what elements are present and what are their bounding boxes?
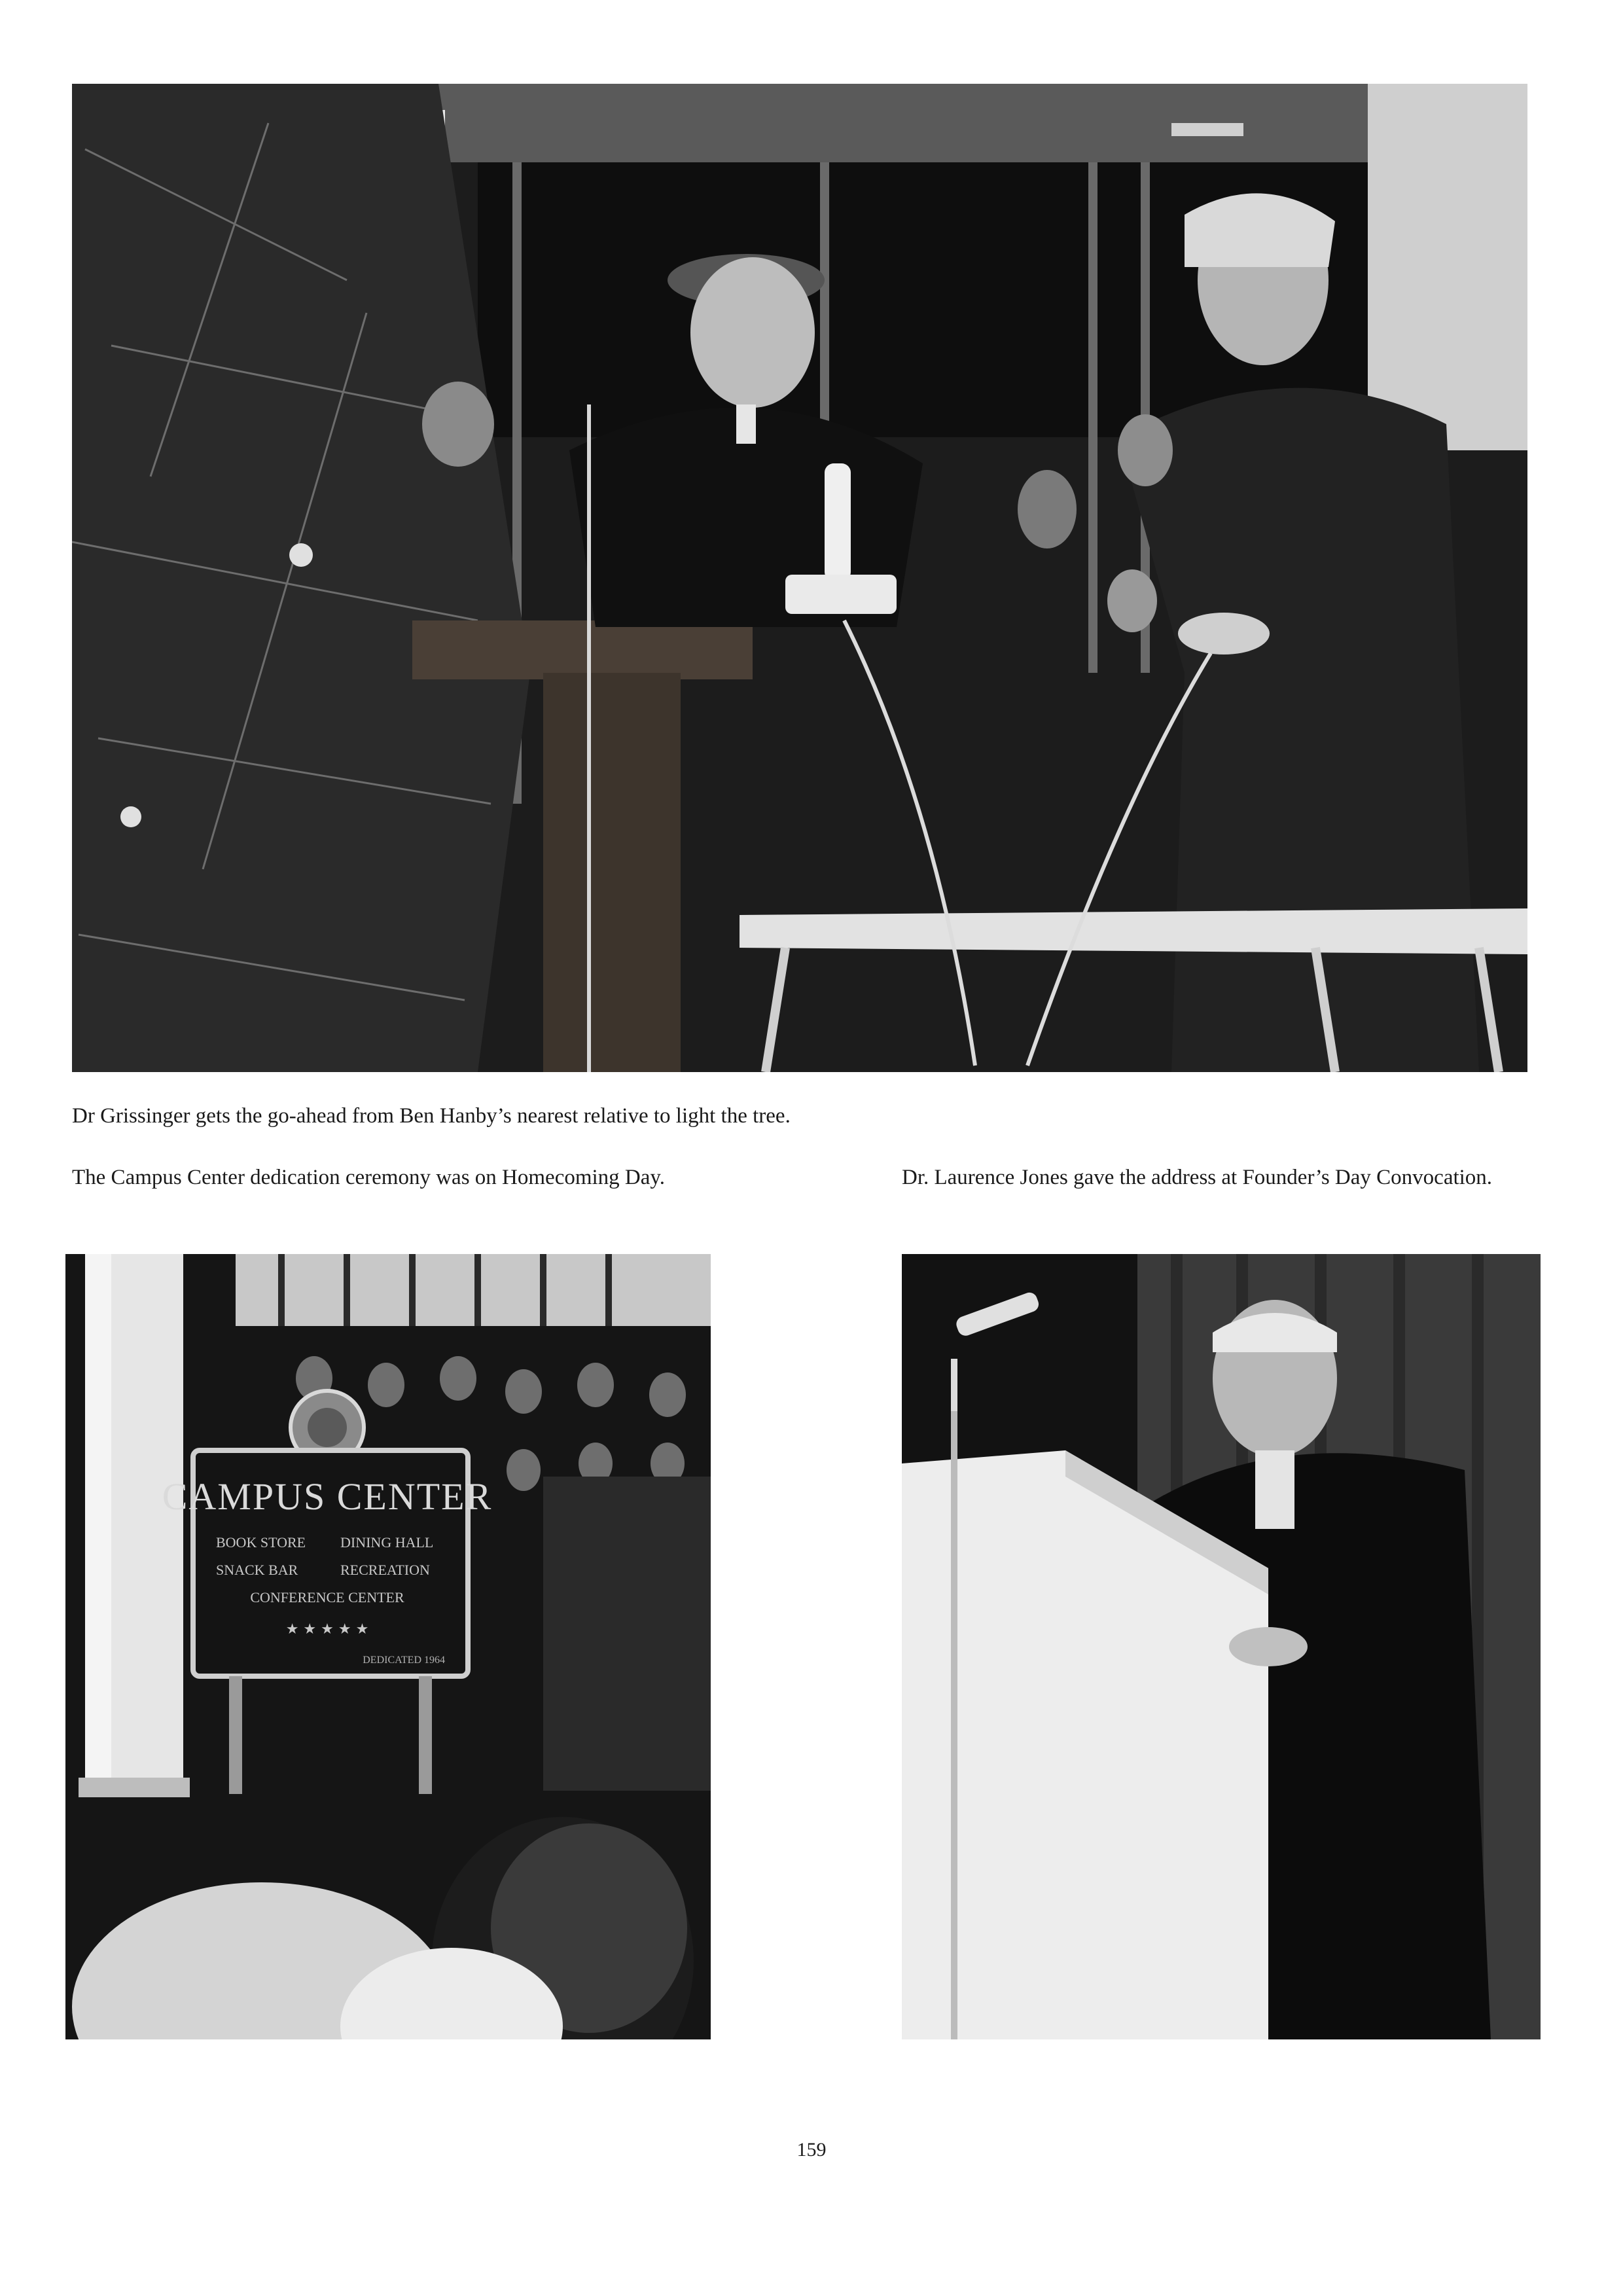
sign-stars: ★ ★ ★ ★ ★: [285, 1621, 369, 1638]
sign-line3: CONFERENCE CENTER: [250, 1589, 404, 1605]
sign-dedicated: DEDICATED 1964: [363, 1655, 445, 1666]
photo-campus-center-dedication: [65, 1254, 711, 2039]
photo-tree-lighting: [72, 84, 1527, 1072]
photo-founders-day-speaker: [902, 1254, 1541, 2039]
caption-founders-day: Dr. Laurence Jones gave the address at Founder’s Day Convocation.: [902, 1166, 1493, 1189]
sign-line1-right: DINING HALL: [340, 1534, 434, 1551]
caption-tree-lighting: Dr Grissinger gets the go-ahead from Ben Hanby’s nearest relative to light the tree.: [72, 1104, 791, 1128]
campus-center-image: [65, 1254, 711, 2039]
founders-day-image: [902, 1254, 1541, 2039]
caption-campus-center: The Campus Center dedication ceremony was on Homecoming Day.: [72, 1166, 666, 1189]
sign-line2-left: SNACK BAR: [216, 1562, 298, 1578]
sign-line2-right: RECREATION: [340, 1562, 430, 1578]
tree-lighting-image: [72, 84, 1527, 1072]
sign-line1-left: BOOK STORE: [216, 1534, 306, 1551]
page-number: 159: [796, 2139, 827, 2161]
sign-title: CAMPUS CENTER: [162, 1475, 493, 1518]
